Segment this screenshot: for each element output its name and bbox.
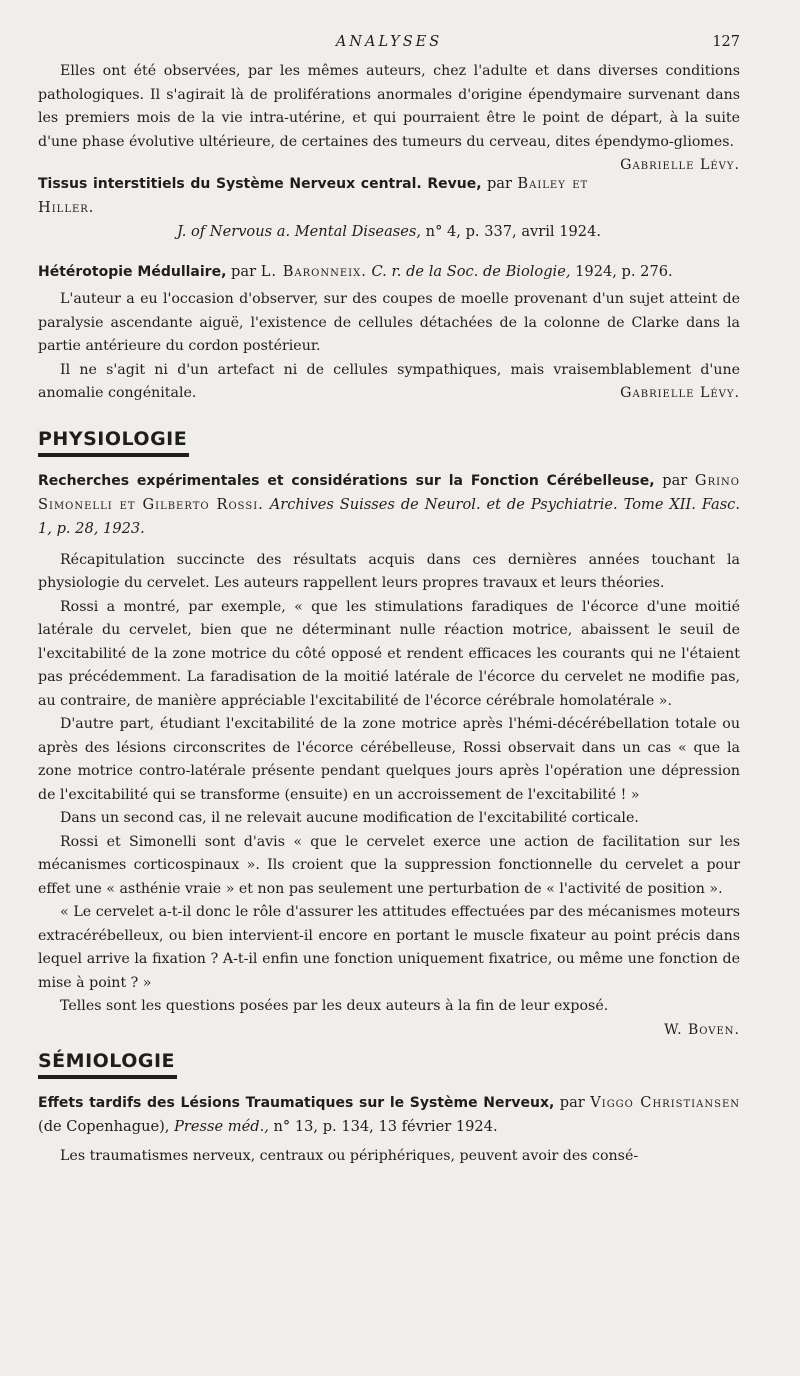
recherches-paragraph-4: Dans un second cas, il ne relevait aucune modification de l'excitabilité corticale.	[60, 810, 639, 826]
section-heading-physiologie: PHYSIOLOGIE	[38, 428, 189, 457]
entry-effets-title: Effets tardifs des Lésions Traumatiques sur le Système Nerveux,	[38, 1094, 555, 1111]
entry-tissus-ref: n° 4, p. 337, avril 1924.	[425, 223, 601, 240]
entry-heterotopie-ref: 1924, p. 276.	[575, 263, 673, 280]
entry-recherches-by: par	[662, 471, 688, 489]
entry-tissus-heading	[38, 172, 740, 244]
running-title: ANALYSES	[335, 34, 443, 50]
entry-recherches-authors: Grino Simonelli et Gilberto Rossi.	[38, 471, 741, 513]
recherches-paragraph-6: « Le cervelet a-t-il donc le rôle d'assurer les attitudes effectuées par des mécanismes moteurs extracérébelleux, ou bien intervient-il encore en portant le muscle fixateur au point précis dans lequel arrive la fixation ? A-t-il enfin une fonction uniquement fixatrice, ou même une fonction de mise à point ? »	[38, 904, 740, 991]
heterotopie-paragraph-1: L'auteur a eu l'occasion d'observer, sur des coupes de moelle provenant d'un sujet atteint de paralysie ascendante aiguë, l'existence de cellules détachées de la colonne de Clarke dans la partie antérieure du cordon postérieur.	[38, 291, 740, 354]
recherches-paragraph-2: Rossi a montré, par exemple, « que les stimulations faradiques de l'écorce d'une moitié latérale du cervelet, bien que ne déterminant nulle réaction motrice, abaissent le seuil de l'excitabilité de la zone motrice du côté opposé et rendent efficaces les courants qui ne l'étaient pas précédemment. La faradisation de la moitié latérale de l'écorce du cervelet ne modifie pas, au contraire, de manière appréciable l'excitabilité de l'écorce cérébrale homolatérale ».	[38, 598, 740, 709]
recherches-signature: W. Boven.	[664, 1021, 740, 1038]
heterotopie-paragraph-2-text: Il ne s'agit ni d'un artefact ni de cellules sympathiques, mais vraisemblablement d'une anomalie congénitale.	[38, 361, 740, 401]
entry-effets-place: (de Copenhague),	[38, 1117, 170, 1135]
recherches-paragraph-7: Telles sont les questions posées par les deux auteurs à la fin de leur exposé.	[60, 998, 609, 1014]
entry-effets-ref: n° 13, p. 134, 13 février 1924.	[273, 1117, 498, 1135]
heterotopie-signature: Gabrielle Lévy.	[620, 385, 740, 401]
entry-recherches-journal: Archives Suisses de Neurol. et de Psychiatrie. Tome XII. Fasc. 1, p. 28, 1923.	[38, 495, 740, 537]
running-header	[38, 30, 740, 60]
entry-heterotopie-heading	[38, 260, 740, 284]
entry-heterotopie-journal: C. r. de la Soc. de Biologie,	[371, 263, 571, 280]
entry-tissus-journal: J. of Nervous a. Mental Diseases,	[176, 223, 422, 240]
recherches-paragraph-5: Rossi et Simonelli sont d'avis « que le cervelet exerce une action de facilitation sur les mécanismes corticospinaux ». Ils croient que la suppression fonctionnelle du cervelet a pour effet une « asthénie vraie » et non pas seulement une perturbation de « l'activité de position ».	[38, 833, 740, 897]
entry-tissus-authors: Bailey et Hiller.	[38, 175, 589, 216]
entry-heterotopie-by: par	[231, 263, 257, 280]
section-heading-semiologie: SÉMIOLOGIE	[38, 1050, 177, 1079]
entry-tissus-citation	[38, 220, 740, 244]
page-number: 127	[712, 34, 740, 50]
entry-tissus-by: par	[486, 175, 512, 192]
entry-heterotopie-title: Hétérotopie Médullaire,	[38, 264, 227, 280]
entry-heterotopie-body	[38, 288, 740, 406]
entry-recherches-body	[38, 549, 740, 1042]
intro-paragraph	[38, 60, 740, 173]
entry-tissus-title: Tissus interstitiels du Système Nerveux central. Revue,	[38, 176, 482, 192]
entry-recherches-title: Recherches expérimentales et considérations sur la Fonction Cérébelleuse,	[38, 472, 655, 489]
intro-signature: Gabrielle Lévy.	[620, 157, 740, 173]
effets-paragraph-1: Les traumatismes nerveux, centraux ou périphériques, peuvent avoir des consé-	[60, 1147, 639, 1164]
intro-text: Elles ont été observées, par les mêmes auteurs, chez l'adulte et dans diverses conditions pathologiques. Il s'agirait là de proliférations anormales d'origine épendymaire survenant dans les premiers mois de la vie intra-utérine, et qui pourraient être le point de départ, à la suite d'une phase évolutive ultérieure, de certaines des tumeurs du cerveau, dites épendymo-gliomes.	[38, 63, 740, 150]
entry-effets-heading	[38, 1091, 740, 1139]
entry-effets-journal: Presse méd.,	[174, 1117, 269, 1135]
recherches-paragraph-1: Récapitulation succincte des résultats acquis dans ces dernières années touchant la physiologie du cervelet. Les auteurs rappellent leurs propres travaux et leurs théories.	[38, 551, 740, 591]
entry-effets-author: Viggo Christiansen	[590, 1093, 740, 1111]
heterotopie-paragraph-2	[38, 359, 740, 406]
recherches-paragraph-3: D'autre part, étudiant l'excitabilité de la zone motrice après l'hémi-décérébellation totale ou après des lésions circonscrites de l'écorce cérébelleuse, Rossi observait dans un cas « que la zone motrice contro-latérale présente pendant quelques jours après l'opération une dépression de l'excitabilité qui se transforme (ensuite) en un accroissement de l'excitabilité ! »	[38, 716, 740, 803]
entry-effets-by: par	[559, 1093, 585, 1111]
entry-recherches-heading	[38, 469, 740, 541]
entry-heterotopie-author: L. Baronneix.	[260, 263, 367, 280]
